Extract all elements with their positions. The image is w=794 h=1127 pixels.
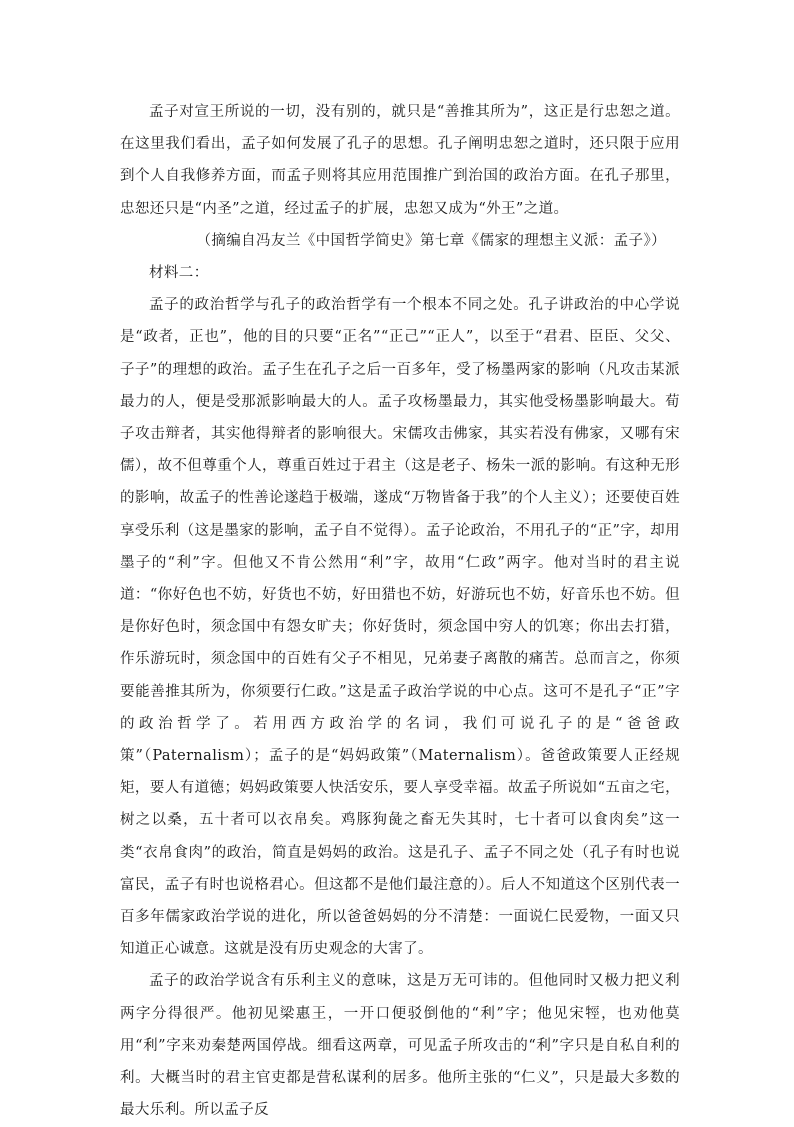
material-two-label: 材料二： — [149, 265, 209, 282]
paragraph-political-philosophy: 孟子的政治哲学与孔子的政治哲学有一个根本不同之处。孔子讲政治的中心学说是“政者，正也”，他的目的只要“正名”“正己”“正人”，以至于“君君、臣臣、父父、子子”的理想的政治。孟子生在孔子之后一百多年，受了杨墨两家的影响（凡攻击某派最力的人，便是受那派影响最大的人。孟子攻杨墨最力，其实他受杨墨影响最大。荀子攻击辩者，其实他得辩者的影响很大。宋儒攻击佛家，其实若没有佛家，又哪有宋儒），故不但尊重个人，尊重百姓过于君主（这是老子、杨朱一派的影响。有这种无形的影响，故孟子的性善论遂趋于极端，遂成“万物皆备于我”的个人主义）；还要使百姓享受乐利（这是墨家的影响，孟子自不觉得）。孟子论政治，不用孔子的“正”字，却用墨子的“利”字。但他又不肯公然用“利”字，故用“仁政”两字。他对当时的君主说道：“你好色也不妨，好货也不妨，好田猎也不妨，好游玩也不妨，好音乐也不妨。但是你好色时，须念国中有怨女旷夫；你好货时，须念国中穷人的饥寒；你出去打猎，作乐游玩时，须念国中的百姓有父子不相见，兄弟妻子离散的痛苦。总而言之，你须要能善推其所为，你须要行仁政。”这是孟子政治学说的中心点。这可不是孔子“正”字的政治哲学了。若用西方政治学的名词，我们可说孔子的是“爸爸政策”（Paternalism）；孟子的是“妈妈政策”（Maternalism）。爸爸政策要人正经规矩，要人有道德；妈妈政策要人快活安乐，要人享受幸福。故孟子所说如“五亩之宅，树之以桑，五十者可以衣帛矣。鸡豚狗彘之畜无失其时，七十者可以食肉矣”这一类“衣帛食肉”的政治，简直是妈妈的政治。这是孔子、孟子不同之处（孔子有时也说富民，孟子有时也说格君心。但这都不是他们最注意的）。后人不知道这个区别代表一百多年儒家政治学说的进化，所以爸爸妈妈的分不清楚：一面说仁民爱物，一面又只知道正心诚意。这就是没有历史观念的大害了。 — [120, 297, 680, 958]
paragraph-utilitarianism: 孟子的政治学说含有乐利主义的意味，这是万无可讳的。但他同时又极力把义利两字分得很严。他初见梁惠王，一开口便驳倒他的“利”字；他见宋牼，也劝他莫用“利”字来劝秦楚两国停战。细看这两章，可见孟子所攻击的“利”字只是自私自利的利。大概当时的君主官吏都是营私谋利的居多。他所主张的“仁义”，只是最大多数的最大乐利。所以孟子反 — [120, 973, 680, 1119]
paragraph-mencius-extension: 孟子对宣王所说的一切，没有别的，就只是“善推其所为”，这正是行忠恕之道。在这里我们看出，孟子如何发展了孔子的思想。孔子阐明忠恕之道时，还只限于应用到个人自我修养方面，而孟子则将其应用范围推广到治国的政治方面。在孔子那里，忠恕还只是“内圣”之道，经过孟子的扩展，忠恕又成为“外王”之道。 — [120, 104, 680, 217]
source-citation: （摘编自冯友兰《中国哲学简史》第七章《儒家的理想主义派：孟子》） — [196, 232, 666, 249]
document-page — [120, 96, 680, 1127]
